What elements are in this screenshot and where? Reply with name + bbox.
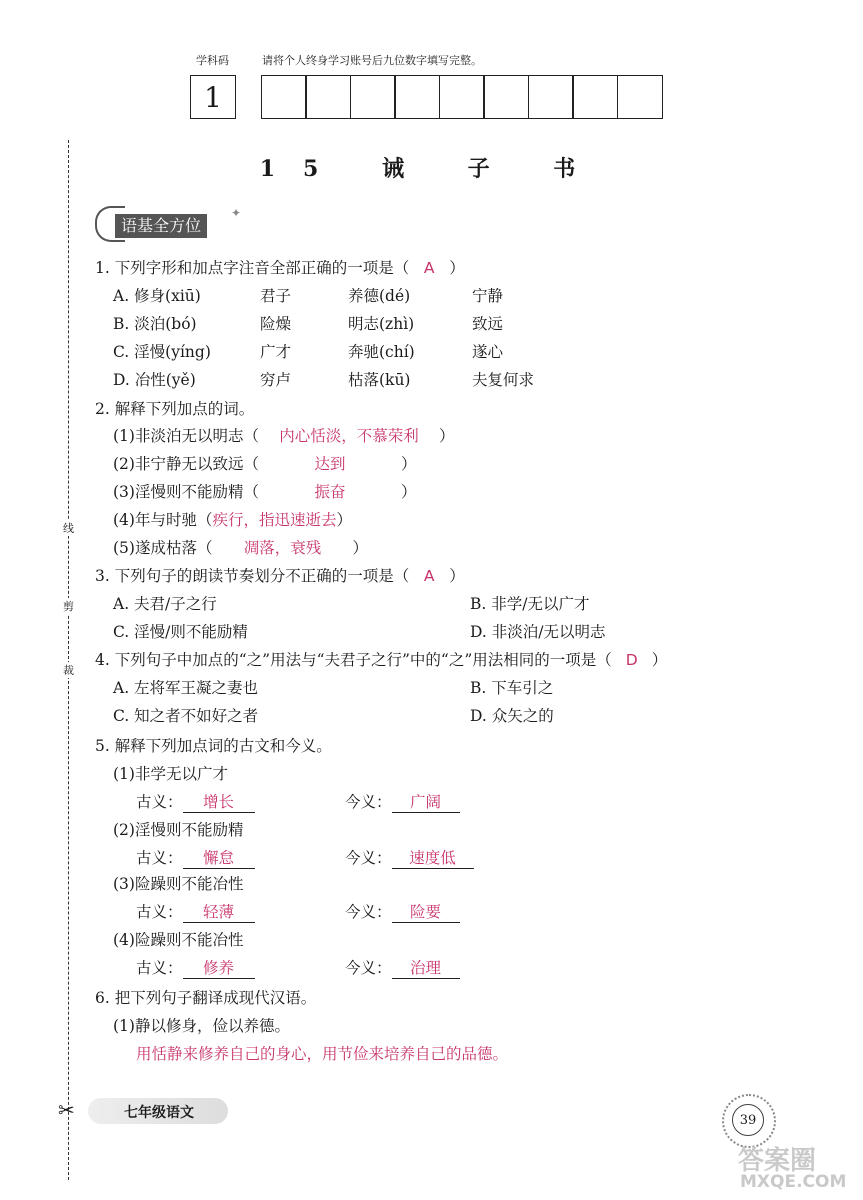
q2-item-text: (3)淫慢则不能励精（ <box>113 483 259 501</box>
section-badge <box>95 206 242 242</box>
watermark-logo: 答案圈 <box>738 1146 817 1176</box>
digit-box[interactable] <box>439 75 485 119</box>
q1-option: 养德(dé) <box>348 287 411 305</box>
q2-item-text: (2)非宁静无以致远（ <box>113 455 259 473</box>
q1-option: 奔驰(chí) <box>348 343 415 361</box>
scissors-icon: ✂ <box>58 1098 75 1122</box>
q5-jin <box>345 846 474 869</box>
q3-answer: A <box>423 567 435 585</box>
gu-answer: 增长 <box>183 790 255 813</box>
q1-stem <box>95 256 465 278</box>
q5-jin <box>345 956 460 979</box>
q2-item-close: ） <box>400 455 417 473</box>
q3-option: C. 淫慢/则不能励精 <box>113 623 248 641</box>
q2-item <box>113 536 368 558</box>
jin-answer: 速度低 <box>392 846 474 869</box>
q3-stem <box>95 564 465 586</box>
q1-option: 险燥 <box>260 315 292 333</box>
jin-label: 今义： <box>345 793 392 811</box>
q2-item-answer: 内心恬淡，不慕荣利 <box>279 427 419 445</box>
q2-item-text: (1)非淡泊无以明志（ <box>113 427 259 445</box>
q2-item-answer: 凋落，衰残 <box>243 539 322 557</box>
q5-item: (3)险躁则不能冶性 <box>113 875 244 893</box>
jin-answer: 险要 <box>392 900 460 923</box>
q1-close: ） <box>449 259 465 277</box>
q1-option: 枯落(kū) <box>348 371 411 389</box>
q3-option: D. 非淡泊/无以明志 <box>470 623 606 641</box>
q2-item-answer: 疾行，指迅速逝去 <box>212 511 337 529</box>
q1-option: 穷卢 <box>260 371 292 389</box>
subject-code-label: 学科码 <box>196 54 229 67</box>
q5-item: (4)险躁则不能冶性 <box>113 931 244 949</box>
digit-box[interactable] <box>572 75 618 119</box>
q5-gu <box>136 846 255 869</box>
q4-stem <box>95 648 667 670</box>
q1-option: D. 冶性(yě) <box>113 371 196 389</box>
jin-answer: 广阔 <box>392 790 460 813</box>
q4-close: ） <box>651 651 668 669</box>
sparkle-icon: ✦ <box>231 206 242 220</box>
q4-option: A. 左将军王凝之妻也 <box>113 679 259 697</box>
q4-option: D. 众矢之的 <box>470 707 554 725</box>
q2-item-close: ） <box>336 511 352 529</box>
digit-box[interactable] <box>528 75 574 119</box>
jin-label: 今义： <box>345 849 392 867</box>
q1-option: C. 淫慢(yíng) <box>113 343 211 361</box>
section-title: 语基全方位 <box>115 214 207 238</box>
gu-label: 古义： <box>136 959 183 977</box>
q1-option: 遂心 <box>472 343 504 361</box>
cut-label: 裁 <box>63 664 74 677</box>
digit-box[interactable] <box>305 75 351 119</box>
gu-answer: 轻薄 <box>183 900 255 923</box>
account-digit-boxes[interactable] <box>262 75 663 119</box>
gu-answer: 修养 <box>183 956 255 979</box>
q4-option: B. 下车引之 <box>470 679 554 697</box>
q1-stem-text: 1. 下列字形和加点字注音全部正确的一项是（ <box>95 259 410 277</box>
q2-item <box>113 480 416 502</box>
q3-option: A. 夫君/子之行 <box>113 595 217 613</box>
q1-option: 广才 <box>260 343 292 361</box>
digit-box[interactable] <box>483 75 529 119</box>
digit-box[interactable] <box>394 75 440 119</box>
q2-item-answer: 达到 <box>314 455 346 473</box>
watermark-url: MXQE.COM <box>740 1172 847 1192</box>
digit-box[interactable] <box>617 75 663 119</box>
page-title: 15 诫 子 书 <box>259 156 604 182</box>
q3-option: B. 非学/无以广才 <box>470 595 590 613</box>
q1-option: 宁静 <box>472 287 504 305</box>
q6-answer: 用恬静来修养自己的身心，用节俭来培养自己的品德。 <box>136 1045 509 1063</box>
q5-jin <box>345 900 460 923</box>
q3-close: ） <box>449 567 465 585</box>
footer-grade: 七年级语文 <box>124 1105 194 1121</box>
q6-item: (1)静以修身，俭以养德。 <box>113 1017 290 1035</box>
q2-item-close: ） <box>400 483 417 501</box>
gu-label: 古义： <box>136 903 183 921</box>
q1-option: B. 淡泊(bó) <box>113 315 197 333</box>
page-number: 39 <box>732 1104 764 1136</box>
q1-option: 君子 <box>260 287 292 305</box>
q2-item-text: (5)遂成枯落（ <box>113 539 213 557</box>
q6-stem: 6. 把下列句子翻译成现代汉语。 <box>95 989 317 1007</box>
cut-line <box>68 140 69 1180</box>
q5-stem: 5. 解释下列加点词的古文和今义。 <box>95 737 332 755</box>
q2-item <box>113 424 454 446</box>
q5-jin <box>345 790 460 813</box>
q1-option: A. 修身(xiū) <box>113 287 201 305</box>
q1-option: 夫复何求 <box>472 371 535 389</box>
q1-answer: A <box>423 259 435 277</box>
q1-option: 致远 <box>472 315 504 333</box>
gu-label: 古义： <box>136 793 183 811</box>
q1-option: 明志(zhì) <box>348 315 415 333</box>
q2-item <box>113 452 416 474</box>
digit-box[interactable] <box>350 75 396 119</box>
jin-label: 今义： <box>345 959 392 977</box>
jin-answer: 治理 <box>392 956 460 979</box>
q5-gu <box>136 790 255 813</box>
subject-code-box: 1 <box>190 75 236 119</box>
q4-option: C. 知之者不如好之者 <box>113 707 259 725</box>
q2-item-text: (4)年与时驰（ <box>113 511 213 529</box>
q2-item-close: ） <box>438 427 455 445</box>
account-instruction: 请将个人终身学习账号后九位数字填写完整。 <box>262 54 482 67</box>
jin-label: 今义： <box>345 903 392 921</box>
cut-label: 剪 <box>63 600 74 613</box>
digit-box[interactable] <box>261 75 307 119</box>
q2-item-close: ） <box>352 539 368 557</box>
gu-label: 古义： <box>136 849 183 867</box>
q4-stem-text: 4. 下列句子中加点的“之”用法与“夫君子之行”中的“之”用法相同的一项是（ <box>95 651 612 669</box>
q5-gu <box>136 900 255 923</box>
gu-answer: 懈怠 <box>183 846 255 869</box>
q5-gu <box>136 956 255 979</box>
q5-item: (1)非学无以广才 <box>113 765 228 783</box>
q2-item-answer: 振奋 <box>314 483 346 501</box>
q2-item <box>113 508 352 530</box>
q4-answer: D <box>625 651 638 669</box>
q3-stem-text: 3. 下列句子的朗读节奏划分不正确的一项是（ <box>95 567 410 585</box>
cut-label: 线 <box>63 522 74 535</box>
q5-item: (2)淫慢则不能励精 <box>113 821 244 839</box>
q2-stem: 2. 解释下列加点的词。 <box>95 400 255 418</box>
